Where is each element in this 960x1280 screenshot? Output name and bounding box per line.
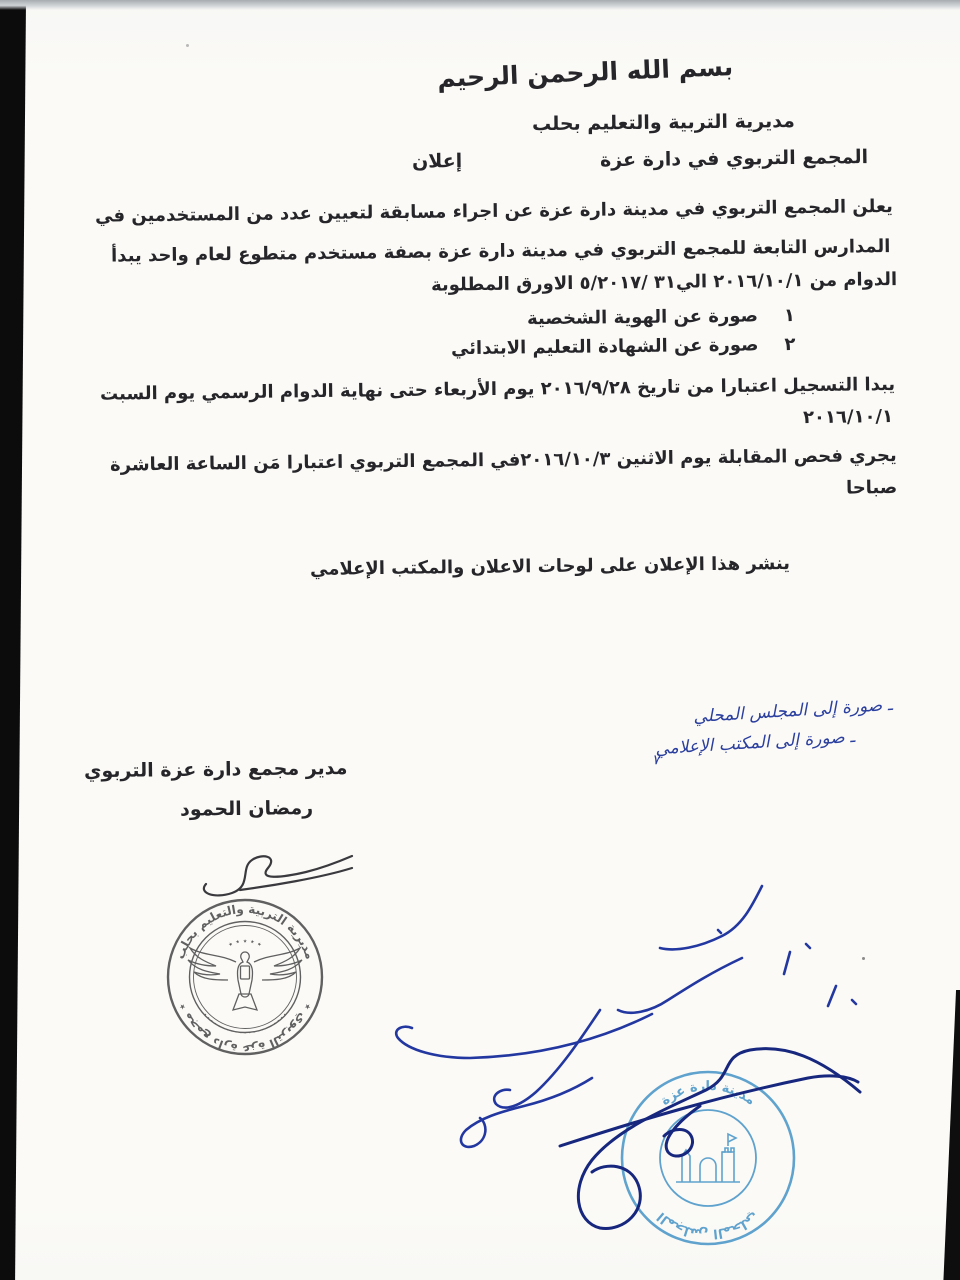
body-para3b: ٢٠١٦/١٠/١: [802, 406, 894, 429]
council-signature-stroke: [560, 1049, 860, 1229]
item-number: ٢: [783, 334, 796, 356]
black-official-stamp: [168, 900, 322, 1056]
black-stamp-arc-bottom: ٭ مجمع دارة عزة التربوي ٭: [174, 1001, 316, 1057]
black-stamp-stars: ٭ ٭ ٭ ٭ ٭: [226, 936, 264, 950]
signatory-name: رمضان الحمود: [179, 797, 314, 821]
scan-speck: [862, 957, 865, 960]
citadel-emblem-icon: [676, 1134, 740, 1182]
publish-line: ينشر هذا الإعلان على لوحات الاعلان والمكتب الإعلامي: [309, 553, 791, 580]
body-para2b: الدوام من ٢٠١٦/١٠/١ الي٣١ /٥/٢٠١٧ الاورق المطلوبة: [430, 269, 898, 296]
black-stamp-arc-top: مديرية التربية والتعليم بحلب: [172, 901, 318, 961]
scan-edge-top: [0, 0, 960, 10]
blue-council-stamp: [622, 1072, 794, 1244]
eagle-emblem-icon: [188, 948, 302, 1033]
blue-stamp-arc-bottom: المجلس المحلي: [654, 1208, 762, 1242]
body-para2a: المدارس التابعة للمجمع التربوي في مدينة دارة عزة بصفة مستخدم متطوع لعام واحد يبدأ: [110, 236, 891, 267]
directorate-line: مديرية التربية والتعليم بحلب: [532, 110, 796, 136]
signatory-title: مدير مجمع دارة عزة التربوي: [83, 757, 348, 783]
item-text: صورة عن الشهادة التعليم الابتدائي: [450, 334, 759, 360]
handwritten-note-line: ـ صورة إلى المجلس المحلي: [693, 695, 894, 728]
body-para4a: يجري فحص المقابلة يوم الاثنين ٢٠١٦/١٠/٣في المجمع التربوي اعتبارا مَن الساعة العاشرة: [110, 445, 898, 476]
body-para1: يعلن المجمع التربوي في مدينة دارة عزة عن اجراء مسابقة لتعيين عدد من المستخدمين في: [95, 196, 894, 227]
body-para4b: صباحا: [845, 477, 898, 499]
handwritten-note-line: ـ صورة إلى المكتب الإعلامي: [654, 727, 856, 760]
scan-speck: [186, 44, 189, 47]
announcement-title: إعلان: [411, 150, 463, 173]
svg-text:٭ ٭ ٭ ٭ ٭: [227, 936, 264, 949]
handwritten-note-mark: ٧: [651, 752, 661, 769]
director-signature-stroke: [204, 856, 352, 895]
body-para3a: يبدا التسجيل اعتبارا من تاريخ ٢٠١٦/٩/٢٨ يوم الأربعاء حتى نهاية الدوام الرسمي يوم السبت: [99, 374, 896, 405]
item-number: ١: [783, 305, 796, 327]
blue-stamp-arc-top: مدينة دارة عزة: [658, 1078, 758, 1109]
center-handwriting-stroke: [396, 886, 856, 1147]
basmala-heading: بسم الله الرحمن الرحيم: [436, 52, 734, 93]
item-text: صورة عن الهوية الشخصية: [526, 305, 759, 330]
complex-line: المجمع التربوي في دارة عزة: [599, 146, 869, 172]
